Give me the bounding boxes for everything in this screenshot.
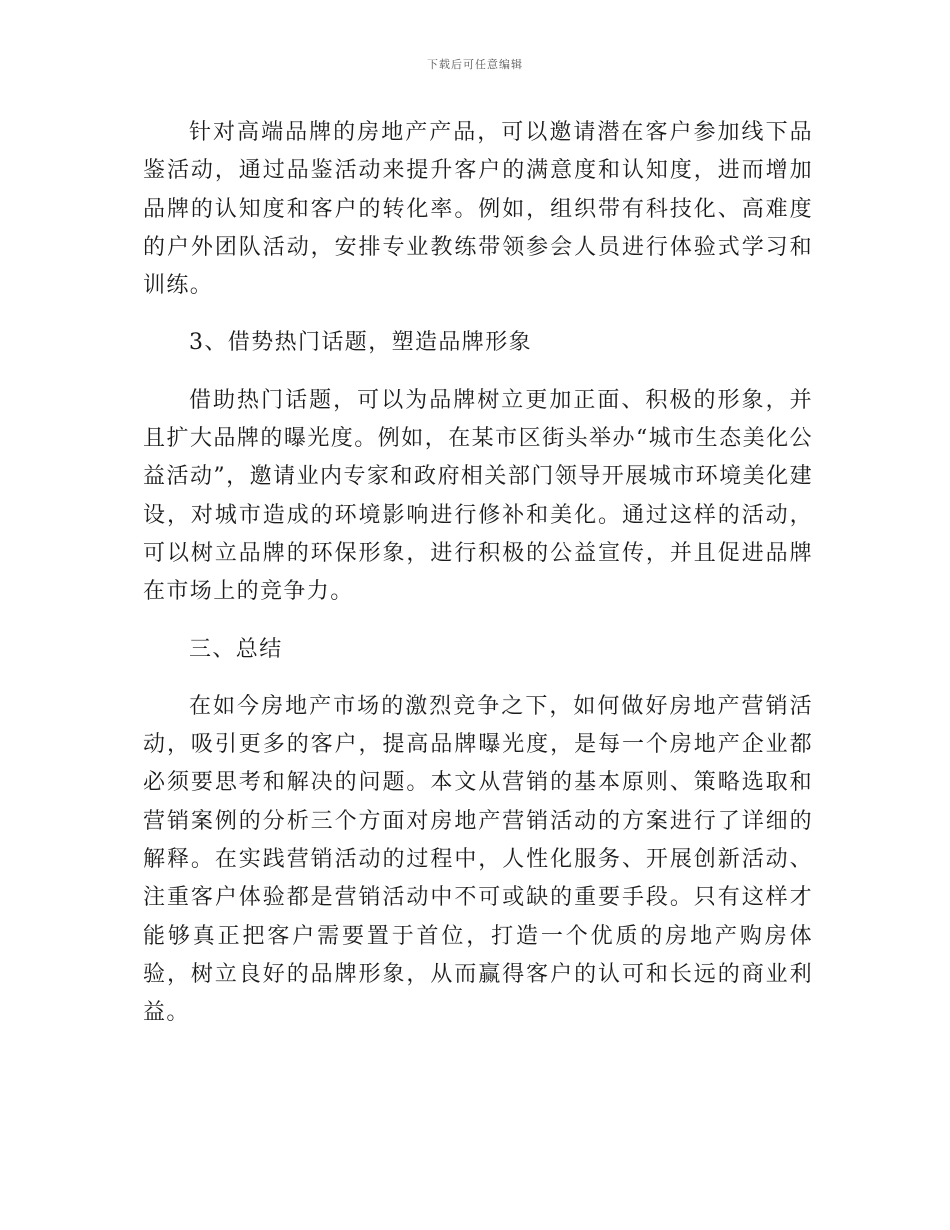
paragraph-hot-topics: 借助热门话题，可以为品牌树立更加正面、积极的形象，并且扩大品牌的曝光度。例如，在某市区街头举办“城市生态美化公益活动”，邀请业内专家和政府相关部门领导开展城市环境美化建设，对城市造成的环境影响进行修补和美化。通过这样的活动，可以树立品牌的环保形象，进行积极的公益宣传，并且促进品牌在市场上的竞争力。	[143, 387, 813, 605]
paragraph-event-tasting: 针对高端品牌的房地产产品，可以邀请潜在客户参加线下品鉴活动，通过品鉴活动来提升客户的满意度和认知度，进而增加品牌的认知度和客户的转化率。例如，组织带有科技化、高难度的户外团队活动，安排专业教练带领参会人员进行体验式学习和训练。	[143, 120, 813, 299]
document-body	[143, 114, 813, 1033]
paragraph-summary: 在如今房地产市场的激烈竞争之下，如何做好房地产营销活动，吸引更多的客户，提高品牌曝光度，是每一个房地产企业都必须要思考和解决的问题。本文从营销的基本原则、策略选取和营销案例的分析三个方面对房地产营销活动的方案进行了详细的解释。在实践营销活动的过程中，人性化服务、开展创新活动、注重客户体验都是营销活动中不可或缺的重要手段。只有这样才能够真正把客户需要置于首位，打造一个优质的房地产购房体验，树立良好的品牌形象，从而赢得客户的认可和长远的商业利益。	[143, 693, 813, 1026]
page-header: 下载后可任意编辑	[427, 58, 523, 71]
section-heading-summary: 三、总结	[189, 636, 283, 662]
section-heading-hot-topics: 3、借势热门话题，塑造品牌形象	[189, 330, 532, 356]
